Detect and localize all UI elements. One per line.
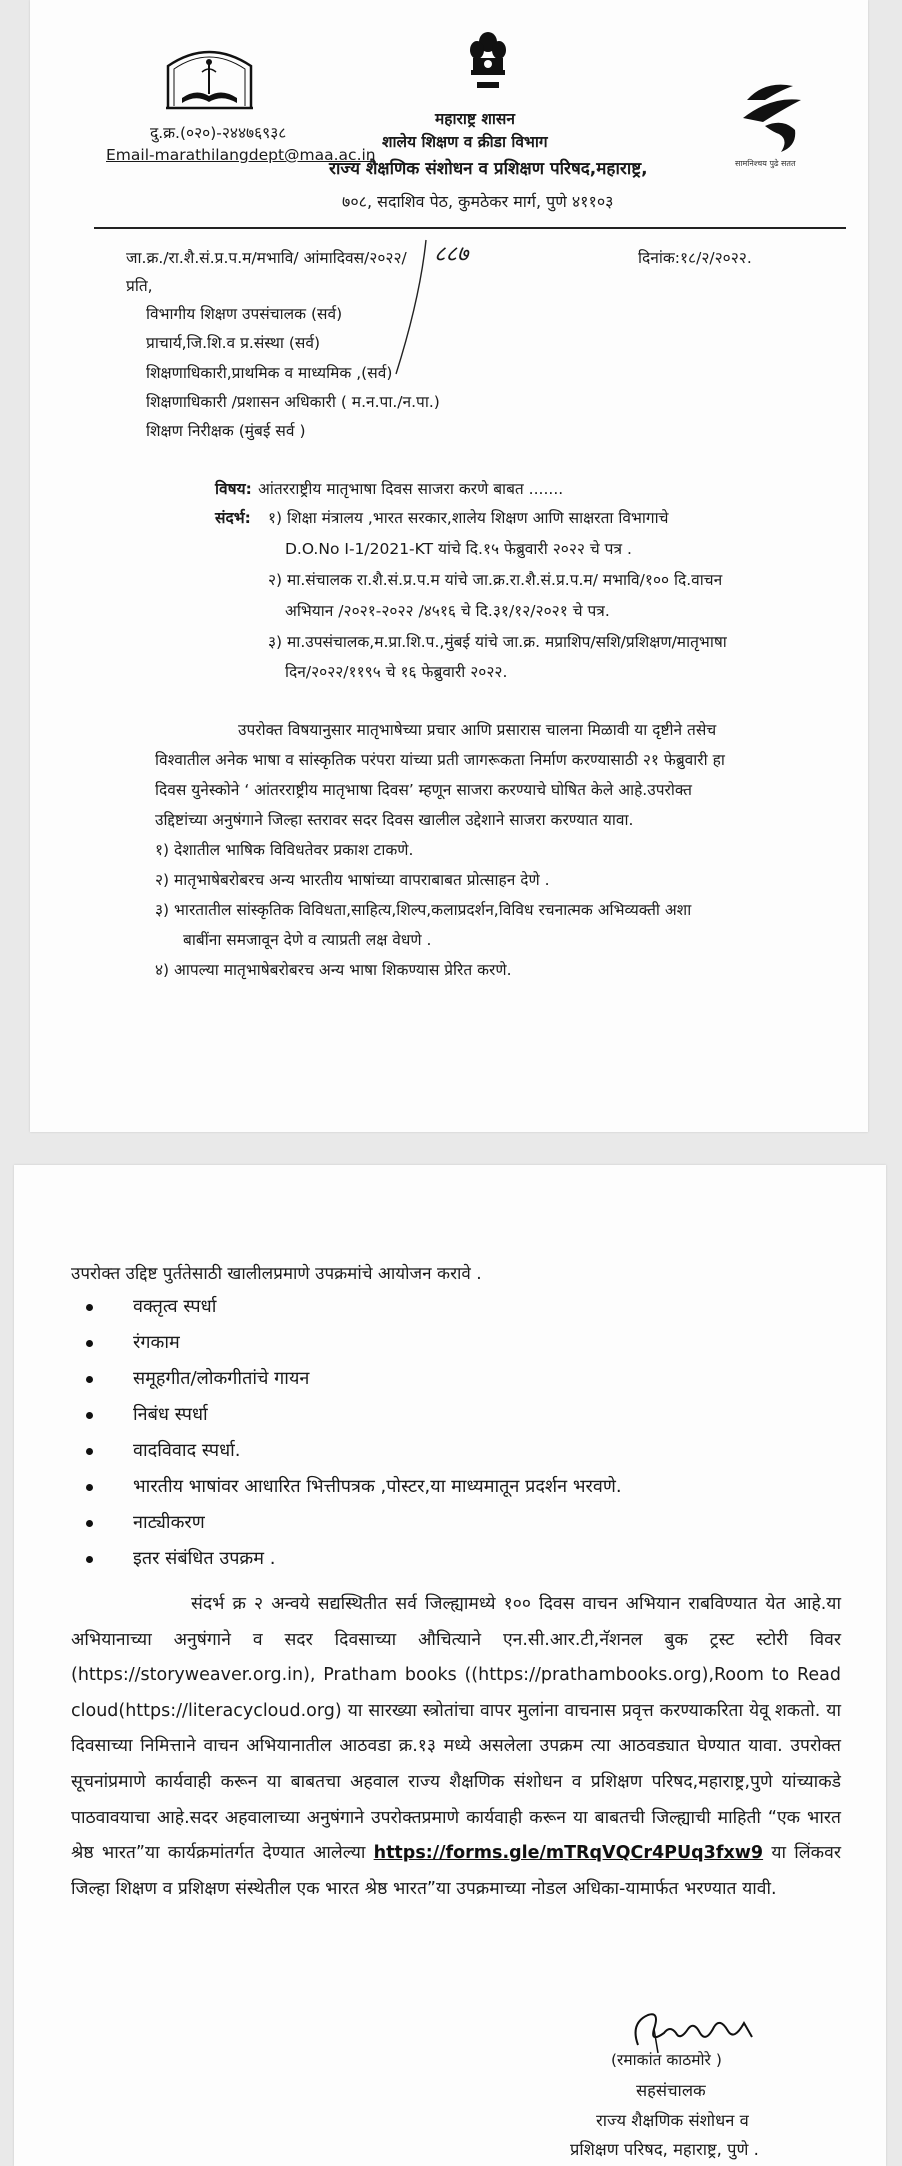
activity-item: वक्तृत्व स्पर्धा — [74, 1292, 622, 1328]
paragraph-text: संदर्भ क्र २ अन्वये सद्यस्थितीत सर्व जिल्ह्यामध्ये १०० दिवस वाचन अभियान राबविण्यात येत आहे.या अभियानाच्या अनुषंगाने व सदर दिवसाच्या औचित्याने एन.सी.आर.टी,नॅशनल बुक ट्रस्ट स्टोरी विवर (https://storyweaver.org.in), Pratham books ((https://prathambooks.org),Room to Read cloud(https://literacycloud.org) या सारख्या स्त्रोतांचा वापर मुलांना वाचनास प्रवृत्त करण्याकरिता येवू शकतो. या दिवसाच्या निमित्ताने वाचन अभियानातील आठवडा क्र.१३ मध्ये असलेला उपक्रम त्या आठवड्यात घेण्यात यावा. उपरोक्त सूचनांप्रमाणे कार्यवाही करून या बाबतचा अहवाल राज्य शैक्षणिक संशोधन व प्रशिक्षण परिषद,महाराष्ट्र,पुणे यांच्याकडे पाठवावयाचा आहे.सदर अहवालाच्या अनुषंगाने उपरोक्तप्रमाणे कार्यवाही करून या बाबतची जिल्ह्याची माहिती “एक भारत श्रेष्ठ भारत”या कार्यक्रमांतर्गत देण्यात आलेल्या — [71, 1594, 841, 1864]
reference-line: ३) मा.उपसंचालक,म.प्रा.शि.प.,मुंबई यांचे जा.क्र. मप्राशिप/सशि/प्रशिक्षण/मातृभाषा — [268, 633, 727, 651]
body-line: उपरोक्त विषयानुसार मातृभाषेच्या प्रचार आणि प्रसारास चालना मिळावी या दृष्टीने तसेच — [238, 721, 717, 739]
org-line-government: महाराष्ट्र शासन — [435, 110, 515, 128]
objective-item: ३) भारतातील सांस्कृतिक विविधता,साहित्य,शिल्प,कलाप्रदर्शन,विविध रचनात्मक अभिव्यक्ती अशा — [155, 901, 692, 919]
recipient: शिक्षणाधिकारी /प्रशासन अधिकारी ( म.न.पा./न.पा.) — [146, 393, 440, 411]
signatory-designation: सहसंचालक — [636, 2081, 706, 2100]
reference-line: अभियान /२०२१-२०२२ /४५१६ चे दि.३१/१२/२०२१ चे पत्र. — [285, 602, 610, 620]
signatory-org-line: राज्य शैक्षणिक संशोधन व — [596, 2111, 749, 2130]
header-divider — [94, 227, 846, 229]
body-line: दिवस युनेस्कोने ‘ आंतरराष्ट्रीय मातृभाषा दिवस’ म्हणून साजरा करण्याचे घोषित केले आहे.उपरोक्त — [155, 781, 693, 799]
body-line: विश्वातील अनेक भाषा व सांस्कृतिक परंपरा यांच्या प्रती जागरूकता निर्माण करण्यासाठी २१ फेब्रुवारी हा — [155, 751, 725, 769]
recipient: विभागीय शिक्षण उपसंचालक (सर्व) — [146, 305, 343, 323]
reference-line: २) मा.संचालक रा.शै.सं.प्र.प.म यांचे जा.क्र.रा.शै.सं.प्र.प.म/ मभावि/१०० दि.वाचन — [268, 571, 723, 589]
org-line-council: राज्य शैक्षणिक संशोधन व प्रशिक्षण परिषद,महाराष्ट्र, — [329, 159, 648, 179]
instructions-paragraph — [71, 1587, 841, 1907]
signatory-name: (रमाकांत काठमोरे ) — [611, 2051, 722, 2069]
paragraph-text: या लिंकवर जिल्हा शिक्षण व प्रशिक्षण संस्थेतील एक भारत श्रेष्ठ भारत”या उपक्रमाच्या नोडल अधिका-यामार्फत भरण्यात यावी. — [71, 1843, 841, 1899]
reference-line: दिन/२०२२/११९५ चे १६ फेब्रुवारी २०२२. — [285, 663, 508, 681]
activity-item: समूहगीत/लोकगीतांचे गायन — [74, 1364, 622, 1400]
reference-line: १) शिक्षा मंत्रालय ,भारत सरकार,शालेय शिक्षण आणि साक्षरता विभागाचे — [268, 509, 669, 527]
reference-label: संदर्भ: — [215, 509, 251, 527]
subject-text: आंतरराष्ट्रीय मातृभाषा दिवस साजरा करणे बाबत ....... — [258, 480, 564, 498]
letter-page-2 — [14, 1165, 886, 2166]
activity-item: नाट्यीकरण — [74, 1508, 622, 1544]
activities-intro: उपरोक्त उद्दिष्ट पुर्ततेसाठी खालीलप्रमाणे उपक्रमांचे आयोजन करावे . — [71, 1264, 482, 1284]
activity-item: वादविवाद स्पर्धा. — [74, 1436, 622, 1472]
scert-logo-icon — [735, 78, 810, 158]
handwritten-stroke — [392, 238, 432, 378]
objective-item: ४) आपल्या मातृभाषेबरोबरच अन्य भाषा शिकण्यास प्रेरित करणे. — [155, 961, 512, 979]
activity-item: भारतीय भाषांवर आधारित भित्तीपत्रक ,पोस्टर,या माध्यमातून प्रदर्शन भरवणे. — [74, 1472, 622, 1508]
signatory-org-line: प्रशिक्षण परिषद, महाराष्ट्र, पुणे . — [570, 2140, 759, 2159]
email-address: Email-marathilangdept@maa.ac.in — [106, 146, 376, 164]
recipient: शिक्षणाधिकारी,प्राथमिक व माध्यमिक ,(सर्व) — [146, 364, 393, 382]
objective-item: १) देशातील भाषिक विविधतेवर प्रकाश टाकणे. — [155, 841, 414, 859]
objective-item: बाबींना समजावून देणे व त्याप्रती लक्ष वेधणे . — [183, 931, 432, 949]
logo-caption: सामनिश्चय पुढे सतत — [735, 159, 796, 168]
org-address: ७०८, सदाशिव पेठ, कुमठेकर मार्ग, पुणे ४११०३ — [342, 192, 614, 211]
activity-item: इतर संबंधित उपक्रम . — [74, 1544, 622, 1580]
prati: प्रति, — [126, 277, 153, 295]
handwritten-ref-number: ८८७ — [434, 242, 469, 267]
national-emblem-icon — [467, 30, 509, 94]
recipient: प्राचार्य,जि.शि.व प्र.संस्था (सर्व) — [146, 334, 321, 352]
google-form-link[interactable]: https://forms.gle/mTRqVQCr4PUq3fxw9 — [373, 1843, 764, 1864]
letter-page-1 — [30, 0, 868, 1132]
activities-list — [74, 1292, 622, 1580]
subject-label: विषय: — [215, 480, 252, 498]
org-line-department: शालेय शिक्षण व क्रीडा विभाग — [382, 133, 548, 151]
letter-date: दिनांक:१८/२/२०२२. — [638, 249, 752, 267]
department-emblem-icon — [162, 42, 257, 112]
activity-item: निबंध स्पर्धा — [74, 1400, 622, 1436]
phone-number: दु.क्र.(०२०)-२४४७६९३८ — [150, 124, 287, 142]
activity-item: रंगकाम — [74, 1328, 622, 1364]
reference-number: जा.क्र./रा.शै.सं.प्र.प.म/मभावि/ आंमादिवस/२०२२/ — [126, 249, 407, 267]
recipient: शिक्षण निरीक्षक (मुंबई सर्व ) — [146, 422, 306, 440]
objective-item: २) मातृभाषेबरोबरच अन्य भारतीय भाषांच्या वापराबाबत प्रोत्साहन देणे . — [155, 871, 550, 889]
reference-line: D.O.No I-1/2021-KT यांचे दि.१५ फेब्रुवारी २०२२ चे पत्र . — [285, 540, 632, 558]
body-line: उद्दिष्टांच्या अनुषंगाने जिल्हा स्तरावर सदर दिवस खालील उद्देशाने साजरा करण्यात यावा. — [155, 811, 634, 829]
